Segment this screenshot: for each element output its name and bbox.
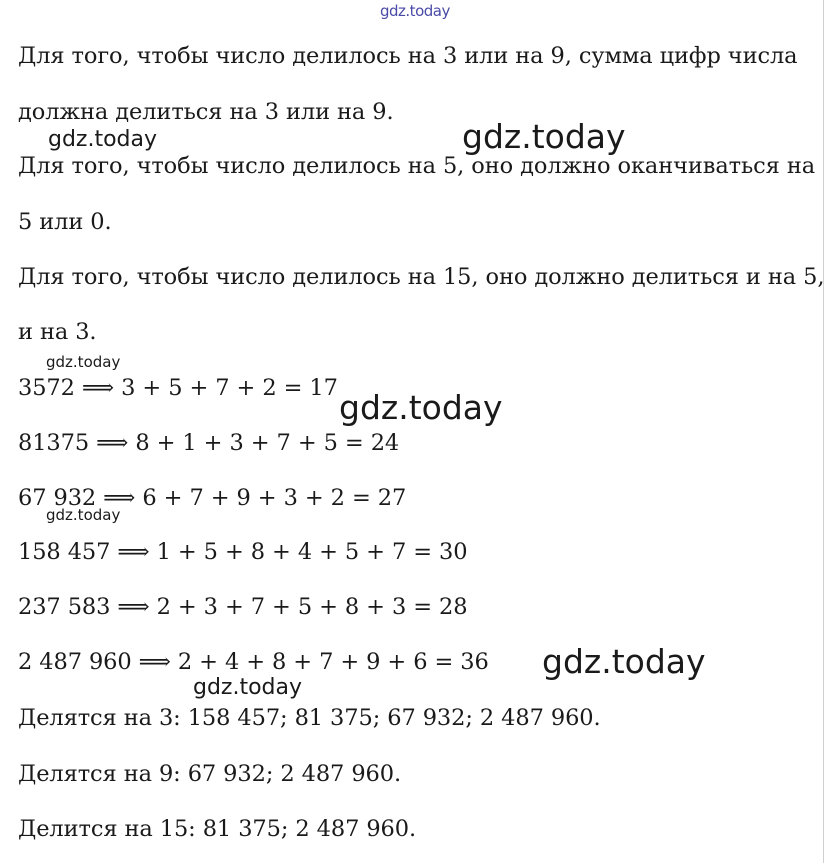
digit-sum-line: 2 487 960 ⟹ 2 + 4 + 8 + 7 + 9 + 6 = 36 [18,649,489,675]
right-border [823,0,824,863]
watermark: gdz.today [193,675,303,700]
digit-sum-line: 67 932 ⟹ 6 + 7 + 9 + 3 + 2 = 27 [18,485,407,511]
watermark: gdz.today [48,127,158,152]
answer-divisible-by-15: Делится на 15: 81 375; 2 487 960. [18,816,417,842]
watermark: gdz.today [542,642,706,681]
rule-3-9-text: Для того, чтобы число делилось на 3 или на 9, сумма цифр числа [18,43,798,69]
watermark: gdz.today [46,506,121,524]
digit-sum-line: 3572 ⟹ 3 + 5 + 7 + 2 = 17 [18,375,338,401]
rule-5-text: Для того, чтобы число делилось на 5, оно должно оканчиваться на [18,153,816,179]
watermark-top: gdz.today [380,2,450,20]
rule-5-text-cont: 5 или 0. [18,209,112,235]
watermark: gdz.today [46,353,121,371]
rule-3-9-text-cont: должна делиться на 3 или на 9. [18,99,394,125]
digit-sum-line: 81375 ⟹ 8 + 1 + 3 + 7 + 5 = 24 [18,430,400,456]
digit-sum-line: 158 457 ⟹ 1 + 5 + 8 + 4 + 5 + 7 = 30 [18,539,468,565]
answer-divisible-by-9: Делятся на 9: 67 932; 2 487 960. [18,761,402,787]
answer-divisible-by-3: Делятся на 3: 158 457; 81 375; 67 932; 2 487 960. [18,705,601,731]
rule-15-text: Для того, чтобы число делилось на 15, оно должно делиться и на 5, [18,264,825,290]
digit-sum-line: 237 583 ⟹ 2 + 3 + 7 + 5 + 8 + 3 = 28 [18,594,468,620]
rule-15-text-cont: и на 3. [18,319,97,345]
watermark: gdz.today [339,388,503,427]
watermark: gdz.today [462,117,626,156]
